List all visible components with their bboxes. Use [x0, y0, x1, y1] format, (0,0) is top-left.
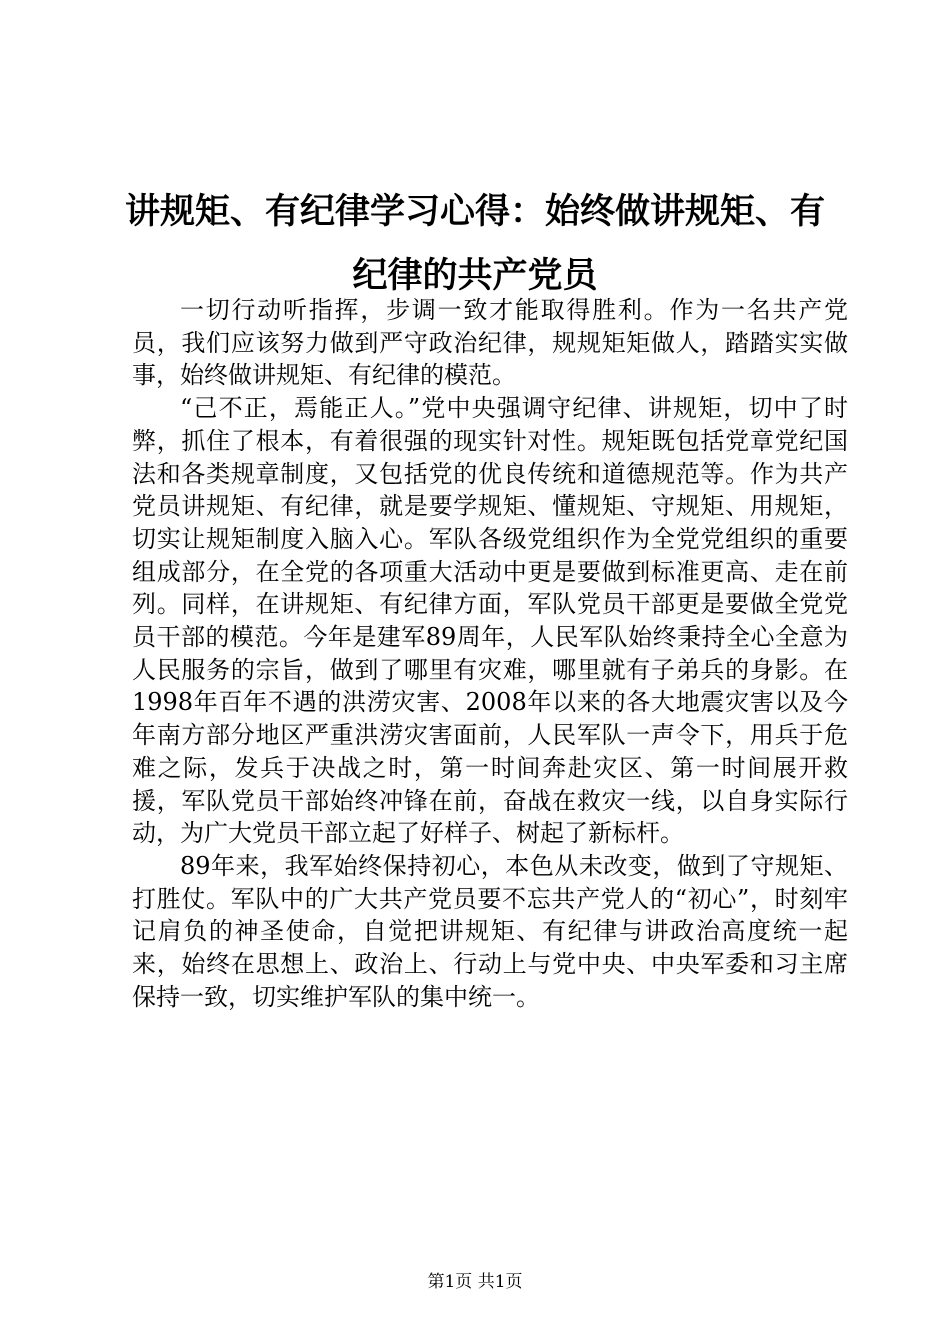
paragraph-2: “己不正，焉能正人。”党中央强调守纪律、讲规矩，切中了时弊，抓住了根本，有着很强的现实针对性。规矩既包括党章党纪国法和各类规章制度，又包括党的优良传统和道德规范等。作为共产党员讲规矩、有纪律，就是要学规矩、懂规矩、守规矩、用规矩，切实让规矩制度入脑入心。军队各级党组织作为全党党组织的重要组成部分，在全党的各项重大活动中更是要做到标准更高、走在前列。同样，在讲规矩、有纪律方面，军队党员干部更是要做全党党员干部的模范。今年是建军89周年，人民军队始终秉持全心全意为人民服务的宗旨，做到了哪里有灾难，哪里就有子弟兵的身影。在1998年百年不遇的洪涝灾害、2008年以来的各大地震灾害以及今年南方部分地区严重洪涝灾害面前，人民军队一声令下，用兵于危难之际，发兵于决战之时，第一时间奔赴灾区、第一时间展开救援，军队党员干部始终冲锋在前，奋战在救灾一线，以自身实际行动，为广大党员干部立起了好样子、树起了新标杆。	[132, 394, 848, 848]
page-footer: 第1页 共1页	[427, 1272, 523, 1292]
document-title: 讲规矩、有纪律学习心得：始终做讲规矩、有纪律的共产党员	[124, 191, 825, 296]
document-body	[132, 294, 848, 1013]
paragraph-1: 一切行动听指挥，步调一致才能取得胜利。作为一名共产党员，我们应该努力做到严守政治纪律，规规矩矩做人，踏踏实实做事，始终做讲规矩、有纪律的模范。	[132, 296, 848, 390]
paragraph-3: 89年来，我军始终保持初心，本色从未改变，做到了守规矩、打胜仗。军队中的广大共产党员要不忘共产党人的“初心”，时刻牢记肩负的神圣使命，自觉把讲规矩、有纪律与讲政治高度统一起来，始终在思想上、政治上、行动上与党中央、中央军委和习主席保持一致，切实维护军队的集中统一。	[132, 851, 848, 1011]
